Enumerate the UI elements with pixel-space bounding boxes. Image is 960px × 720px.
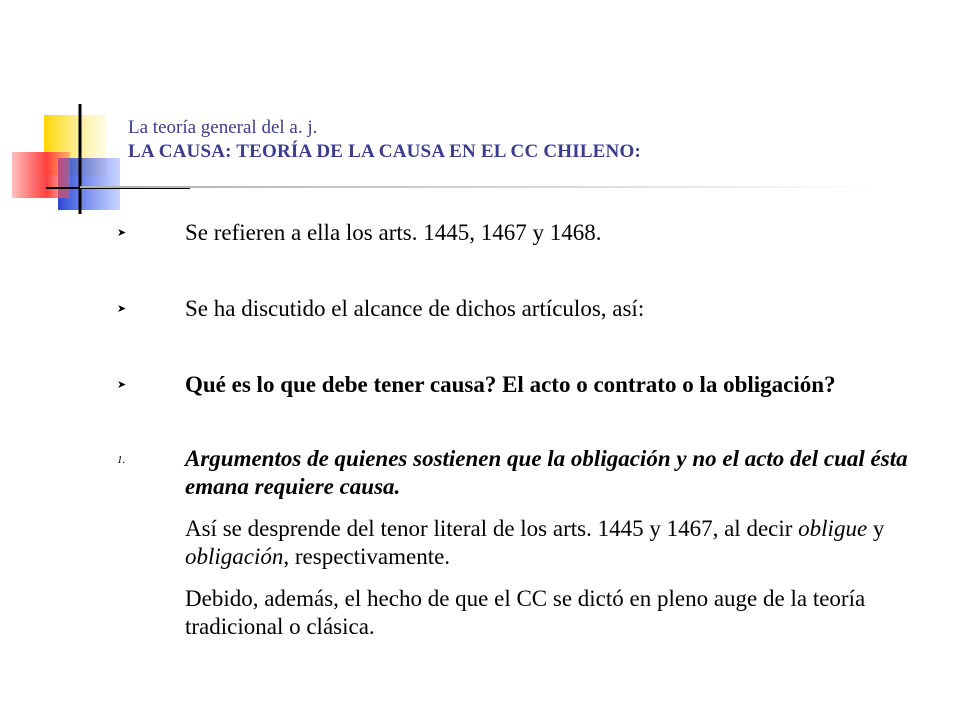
paragraph-1-text-c: y <box>867 516 885 541</box>
paragraph-2: Debido, además, el hecho de que el CC se dictó en pleno auge de la teoría tradicional o clásica. <box>185 586 866 639</box>
paragraph-1-text-e: , respectivamente. <box>283 544 451 569</box>
paragraph-1-text-a: Así se desprende del tenor literal de los arts. 1445 y 1467, al decir <box>185 516 799 541</box>
bullet-item: Se refieren a ella los arts. 1445, 1467 y 1468. <box>185 220 602 245</box>
arrow-bullet-icon: ➤ <box>117 303 127 315</box>
list-number: 1. <box>117 454 126 466</box>
paragraph-1-term-obligacion: obligación <box>185 544 284 569</box>
arrow-bullet-icon: ➤ <box>117 227 127 239</box>
arrow-bullet-icon: ➤ <box>117 379 127 391</box>
title-subheading: La teoría general del a. j. <box>128 117 318 138</box>
bullet-item: Qué es lo que debe tener causa? El acto o contrato o la obligación? <box>185 372 836 397</box>
paragraph-1-term-obligue: obligue <box>798 516 868 541</box>
title-heading: LA CAUSA: TEORÍA DE LA CAUSA EN EL CC CHILENO: <box>128 141 641 162</box>
paragraph-1 <box>185 515 915 571</box>
numbered-item: Argumentos de quienes sostienen que la obligación y no el acto del cual ésta emana requiere causa. <box>185 446 908 499</box>
bullet-item: Se ha discutido el alcance de dichos artículos, así: <box>185 296 645 321</box>
